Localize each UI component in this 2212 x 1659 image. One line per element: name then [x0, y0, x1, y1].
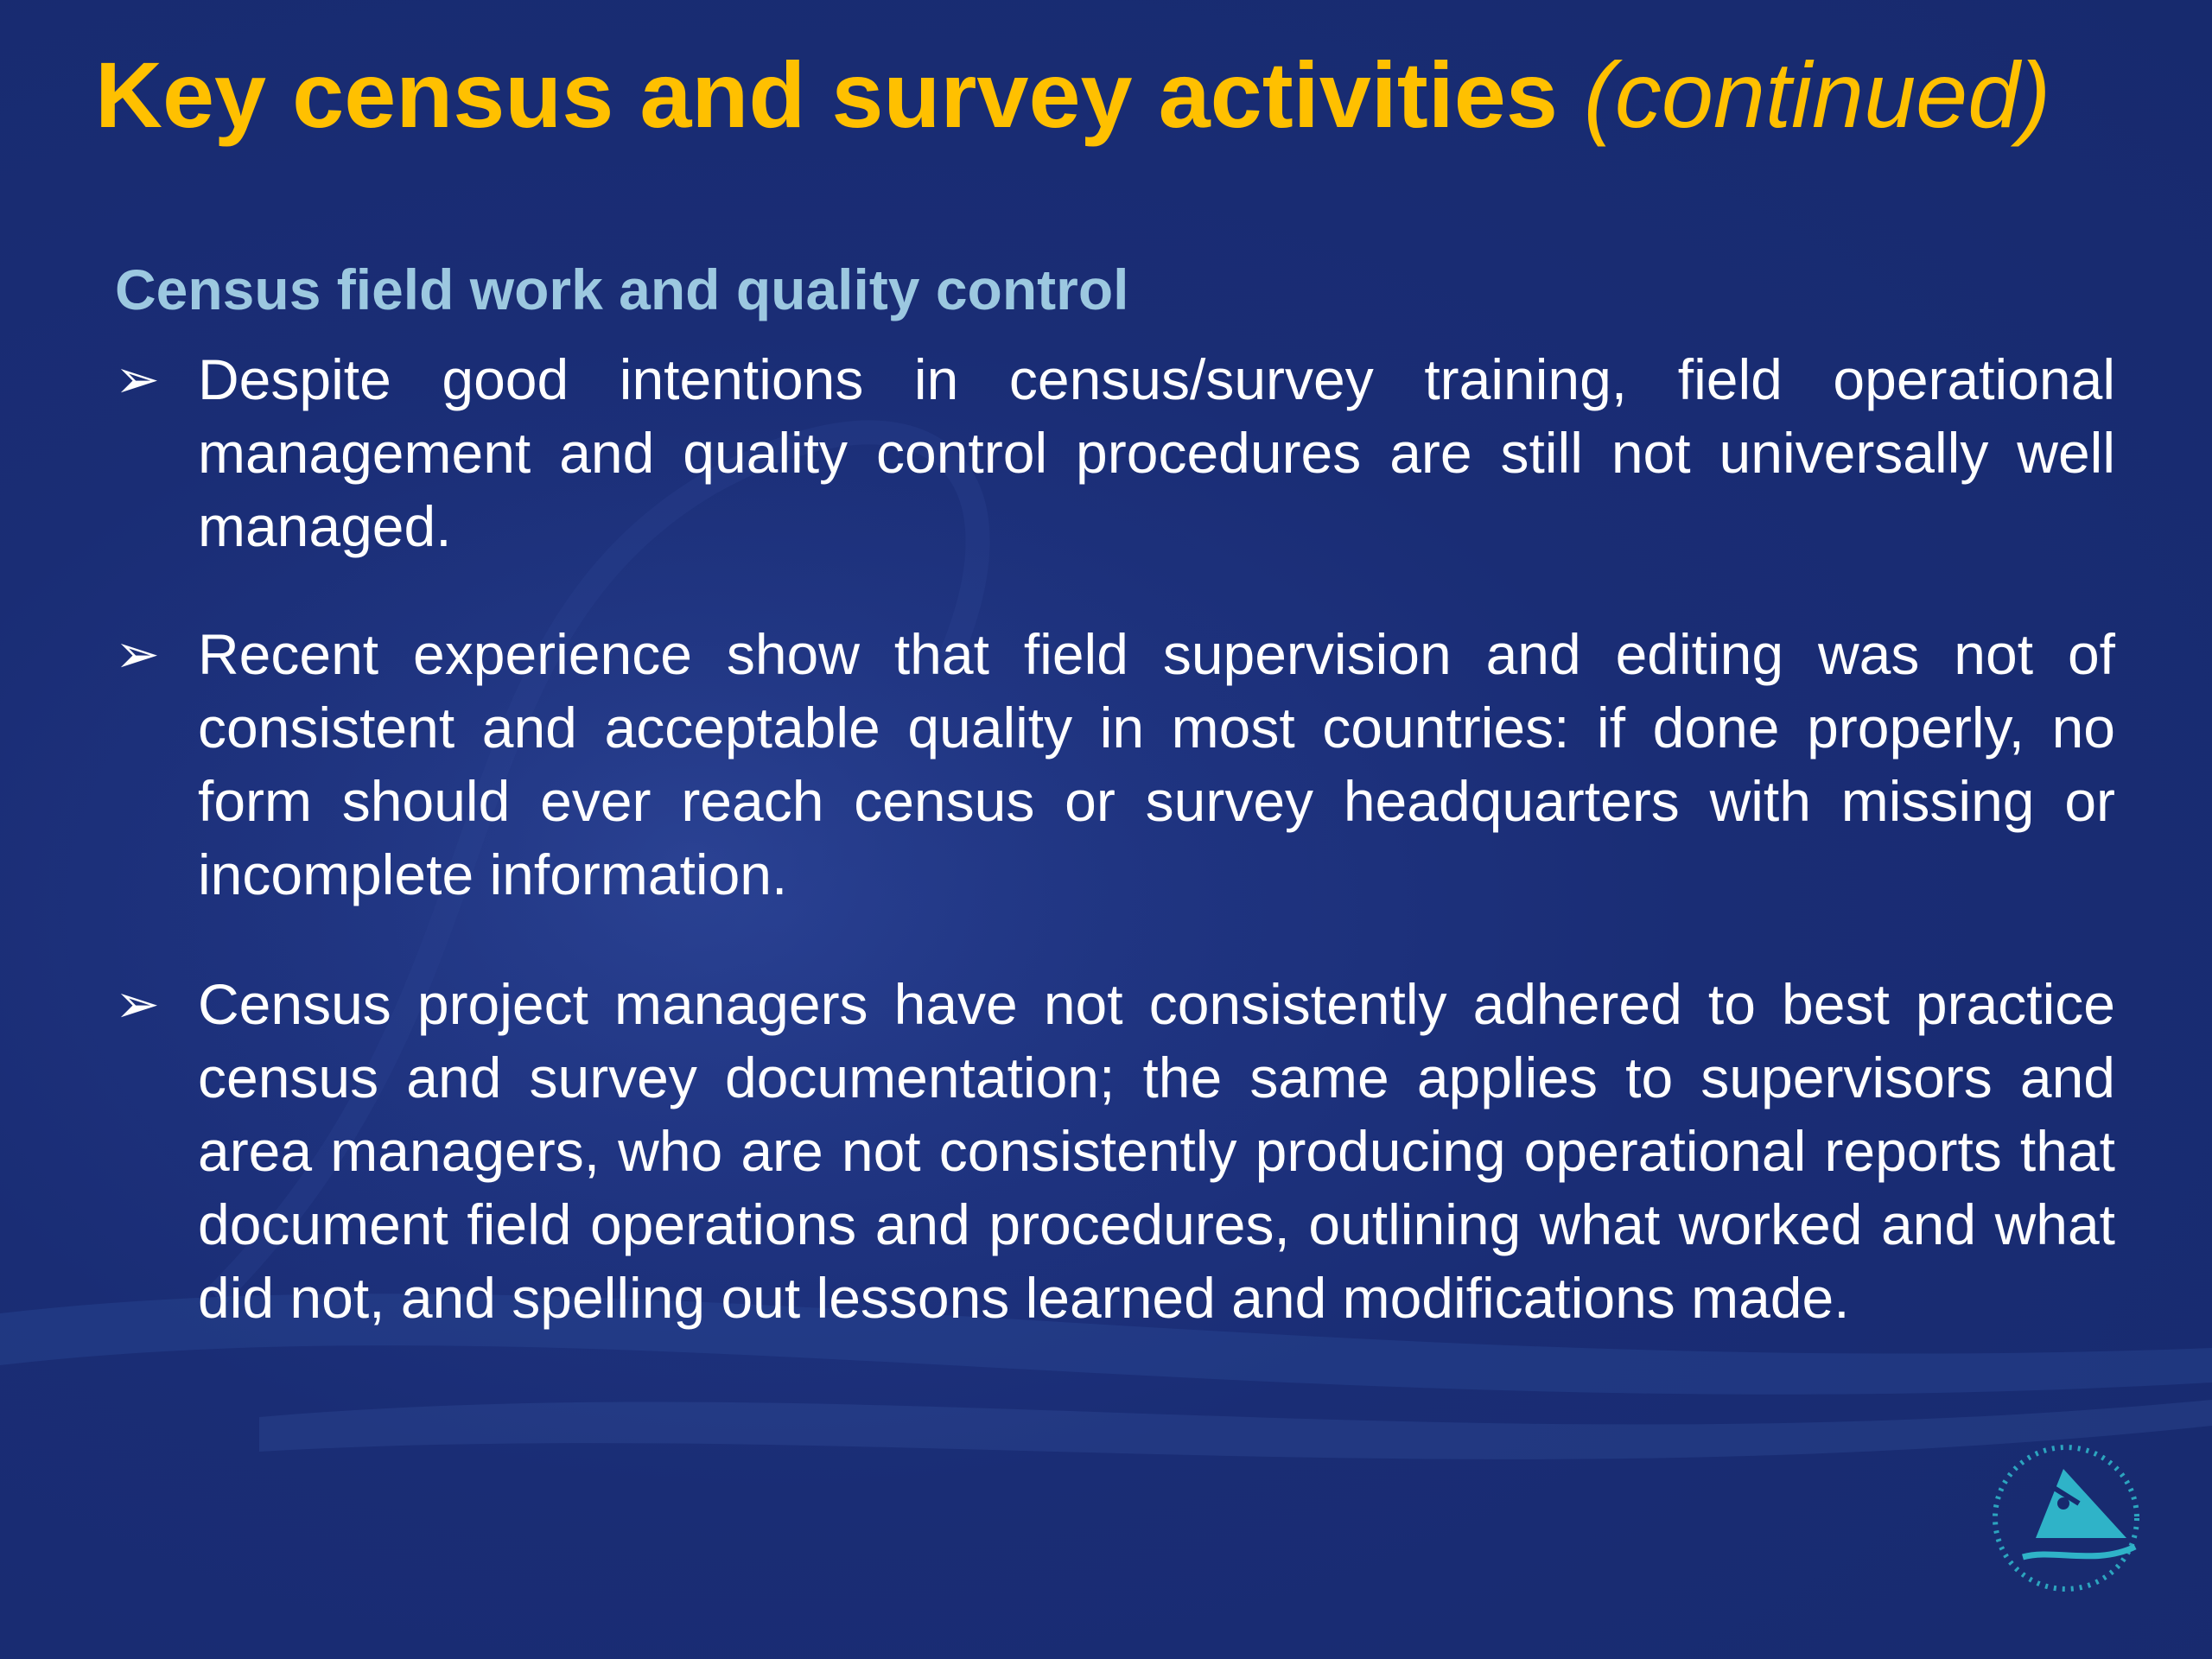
bullet-item — [115, 968, 2115, 1335]
bullet-item — [115, 343, 2115, 563]
title-continued: (continued) — [1583, 42, 2051, 147]
bullet-text: Recent experience show that field supervision and editing was not of consistent and acceptable quality in most countries: if done properly, no form should ever reach census or survey headquarters with missing or incomplete information. — [198, 622, 2115, 906]
bullet-text: Despite good intentions in census/survey training, field operational management and quality control procedures are still not universally well managed. — [198, 347, 2115, 558]
arrowhead-bullet-icon: ➢ — [115, 350, 160, 410]
slide-title — [95, 35, 2169, 156]
sailboat-logo-icon — [1984, 1436, 2148, 1600]
bullet-item — [115, 618, 2115, 912]
title-main: Key census and survey activities — [95, 42, 1558, 147]
arrowhead-bullet-icon: ➢ — [115, 625, 160, 684]
arrowhead-bullet-icon: ➢ — [115, 975, 160, 1034]
section-subheading: Census field work and quality control — [115, 257, 1129, 321]
bullet-text: Census project managers have not consistently adhered to best practice census and survey documentation; the same applies to supervisors and area managers, who are not consistently producing operational reports that document field operations and procedures, outlining what worked and what did not, and spelling out lessons learned and modifications made. — [198, 972, 2115, 1330]
